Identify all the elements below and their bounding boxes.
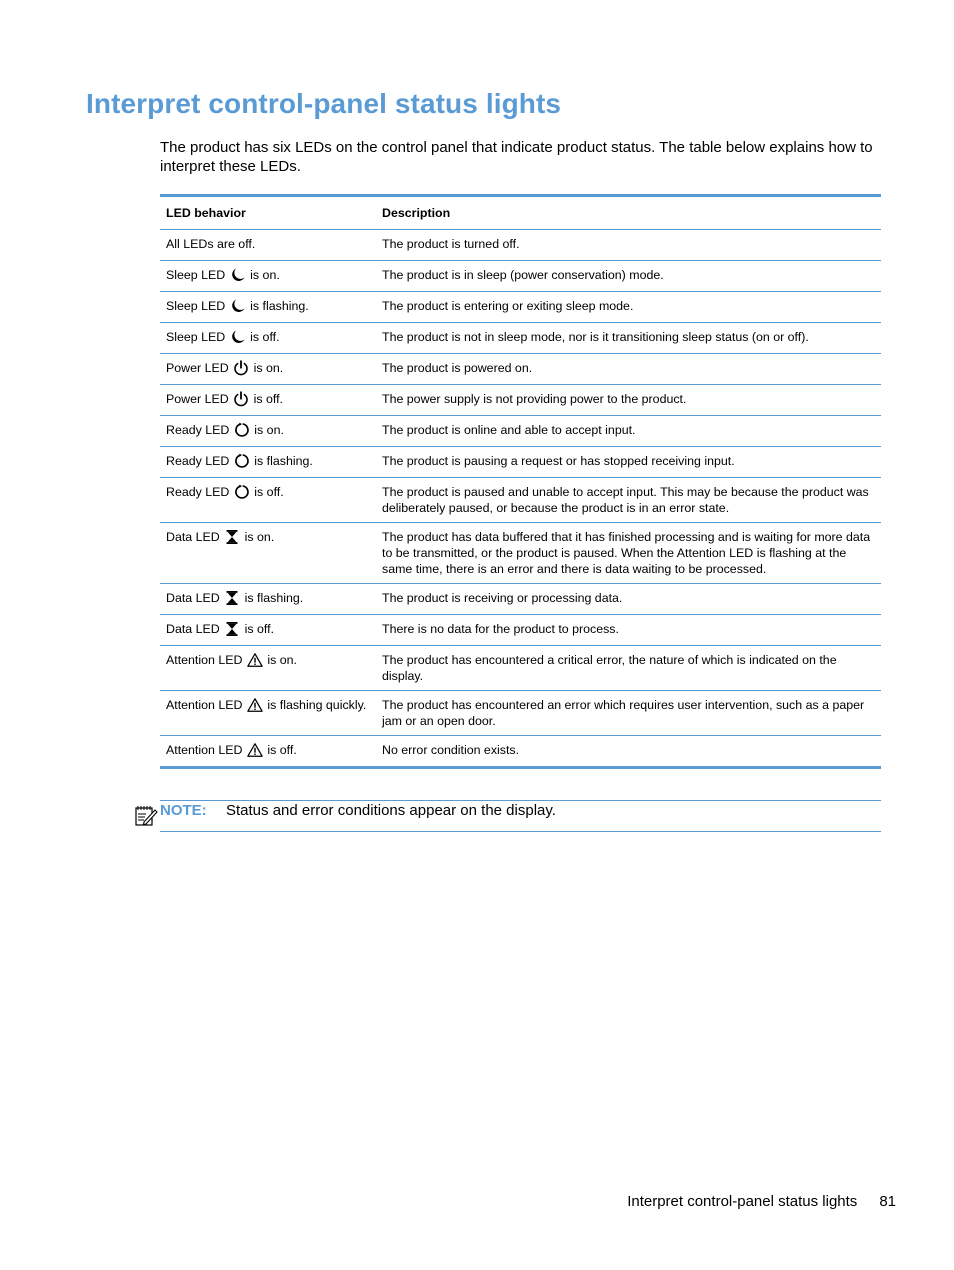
description-cell: The product is powered on. bbox=[376, 354, 881, 385]
led-behavior-cell bbox=[160, 354, 376, 385]
description-cell: No error condition exists. bbox=[382, 743, 520, 757]
led-table bbox=[160, 194, 881, 769]
led-behavior-cell bbox=[160, 584, 376, 615]
led-behavior-cell bbox=[160, 292, 376, 323]
led-state-label: is on. bbox=[244, 530, 275, 544]
led-state-label: is on. bbox=[253, 361, 284, 375]
led-behavior-cell bbox=[160, 323, 376, 354]
led-state-label: is flashing. bbox=[250, 299, 309, 313]
led-behavior-label: Sleep LED bbox=[166, 268, 226, 282]
table-body bbox=[160, 230, 881, 768]
led-behavior-label: Attention LED bbox=[166, 743, 243, 757]
description-cell: The product has data buffered that it has finished processing and is waiting for more data to be transmitted, or the product is paused. When the Attention LED is flashing at the same time, there is an error and there is data waiting to be processed. bbox=[376, 523, 881, 584]
power-icon bbox=[233, 391, 249, 407]
attention-icon bbox=[247, 742, 263, 758]
table-row bbox=[160, 292, 881, 323]
led-behavior-cell bbox=[160, 523, 376, 584]
led-state-label: is off. bbox=[254, 485, 284, 499]
table-row bbox=[160, 385, 881, 416]
led-behavior-cell bbox=[160, 615, 376, 646]
led-state-label: is on. bbox=[250, 268, 280, 282]
led-behavior-label: Attention LED bbox=[166, 698, 243, 712]
table-row bbox=[160, 230, 881, 261]
sleep-icon bbox=[230, 298, 246, 314]
description-cell: The product is not in sleep mode, nor is it transitioning sleep status (on or off). bbox=[376, 323, 881, 354]
data-icon bbox=[224, 529, 240, 545]
description-cell: The product is pausing a request or has stopped receiving input. bbox=[376, 447, 881, 478]
power-icon bbox=[233, 360, 249, 376]
led-state-label: is on. bbox=[267, 653, 297, 667]
description-cell: The product is in sleep (power conservation) mode. bbox=[376, 261, 881, 292]
led-behavior-label: Data LED bbox=[166, 622, 220, 636]
led-behavior-label: Power LED bbox=[166, 361, 229, 375]
led-behavior-label: Ready LED bbox=[166, 485, 230, 499]
led-state-label: is off. bbox=[253, 392, 283, 406]
table-header-row bbox=[160, 196, 881, 230]
footer-title: Interpret control-panel status lights bbox=[627, 1193, 858, 1210]
sleep-icon bbox=[230, 329, 246, 345]
table-row bbox=[160, 691, 881, 736]
ready-icon bbox=[234, 453, 250, 469]
table-row bbox=[160, 447, 881, 478]
led-state-label: is on. bbox=[254, 423, 284, 437]
note-label: NOTE: bbox=[160, 802, 207, 819]
led-state-label: is flashing quickly. bbox=[267, 698, 367, 712]
table-row bbox=[160, 646, 881, 691]
led-behavior-label: Ready LED bbox=[166, 454, 230, 468]
description-cell: The product is paused and unable to accept input. This may be because the product was deliberately paused, or because the product is in an error state. bbox=[376, 478, 881, 523]
note-icon bbox=[134, 803, 158, 827]
description-cell: The product is online and able to accept input. bbox=[376, 416, 881, 447]
led-behavior-label: Sleep LED bbox=[166, 330, 226, 344]
description-cell: The product has encountered an error which requires user intervention, such as a paper jam or an open door. bbox=[376, 691, 881, 736]
led-behavior-cell bbox=[160, 261, 376, 292]
note-box bbox=[160, 800, 881, 832]
description-cell: The product has encountered a critical error, the nature of which is indicated on the display. bbox=[376, 646, 881, 691]
led-behavior-cell bbox=[160, 447, 376, 478]
header-description: Description bbox=[376, 196, 881, 230]
table-row bbox=[160, 261, 881, 292]
led-behavior-cell bbox=[160, 646, 376, 691]
led-behavior-cell bbox=[160, 416, 376, 447]
led-behavior-label: Ready LED bbox=[166, 423, 230, 437]
table-row bbox=[160, 323, 881, 354]
ready-icon bbox=[234, 484, 250, 500]
led-behavior-cell bbox=[160, 385, 376, 416]
table-row bbox=[160, 584, 881, 615]
attention-icon bbox=[247, 652, 263, 668]
data-icon bbox=[224, 590, 240, 606]
led-behavior-cell bbox=[160, 691, 376, 736]
description-cell: The product is receiving or processing data. bbox=[376, 584, 881, 615]
led-behavior-label: Data LED bbox=[166, 530, 220, 544]
led-behavior-cell bbox=[160, 478, 376, 523]
attention-icon bbox=[247, 697, 263, 713]
led-state-label: is off. bbox=[244, 622, 275, 636]
led-behavior-label: Sleep LED bbox=[166, 299, 226, 313]
data-icon bbox=[224, 621, 240, 637]
header-led-behavior: LED behavior bbox=[160, 196, 376, 230]
led-state-label: is off. bbox=[267, 743, 297, 757]
description-cell: The power supply is not providing power to the product. bbox=[376, 385, 881, 416]
led-state-label: is flashing. bbox=[244, 591, 304, 605]
page-footer bbox=[627, 1193, 896, 1210]
page-title: Interpret control-panel status lights bbox=[86, 88, 562, 119]
ready-icon bbox=[234, 422, 250, 438]
table-row bbox=[160, 354, 881, 385]
led-behavior-label: Data LED bbox=[166, 591, 220, 605]
led-state-label: is flashing. bbox=[254, 454, 313, 468]
note-text: Status and error conditions appear on the display. bbox=[226, 802, 556, 819]
led-behavior-label: All LEDs are off. bbox=[166, 237, 256, 251]
table-row bbox=[160, 478, 881, 523]
table-row bbox=[160, 615, 881, 646]
intro-paragraph: The product has six LEDs on the control panel that indicate product status. The table below explains how to interpret these LEDs. bbox=[160, 139, 873, 175]
sleep-icon bbox=[230, 267, 246, 283]
page-number: 81 bbox=[879, 1193, 896, 1210]
table-row bbox=[160, 736, 881, 768]
description-cell: There is no data for the product to process. bbox=[376, 615, 881, 646]
led-behavior-label: Attention LED bbox=[166, 653, 243, 667]
table-row bbox=[160, 523, 881, 584]
description-cell: The product is entering or exiting sleep mode. bbox=[376, 292, 881, 323]
description-cell: The product is turned off. bbox=[376, 230, 881, 261]
led-state-label: is off. bbox=[250, 330, 280, 344]
led-behavior-cell bbox=[160, 230, 376, 261]
led-behavior-cell bbox=[160, 736, 376, 768]
table-row bbox=[160, 416, 881, 447]
led-behavior-label: Power LED bbox=[166, 392, 229, 406]
